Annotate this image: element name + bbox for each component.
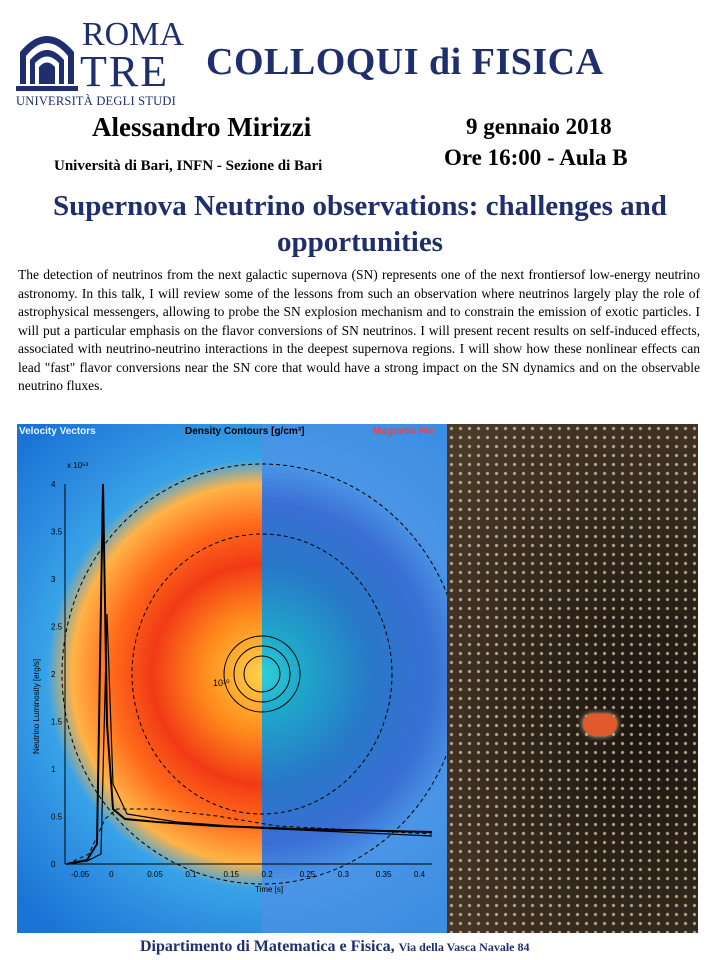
speaker-affiliation: Università di Bari, INFN - Sezione di Bari xyxy=(54,158,323,174)
contour-outer xyxy=(62,464,447,884)
logo-tre-text: TRE xyxy=(80,47,170,96)
x-tick-label: 0 xyxy=(109,870,114,879)
y-tick-label: 1.5 xyxy=(51,717,63,727)
supernova-figure xyxy=(17,424,698,933)
footer-department: Dipartimento di Matematica e Fisica, xyxy=(140,938,395,955)
density-contours-label: Density Contours [g/cm³] xyxy=(185,426,305,437)
footer xyxy=(140,938,530,956)
contour-label: 10¹⁰ xyxy=(213,678,230,688)
roma-tre-logo xyxy=(14,18,186,108)
luminosity-curve-1 xyxy=(67,484,432,864)
y-tick-label: 0.5 xyxy=(51,812,63,822)
y-tick-label: 1 xyxy=(51,765,56,774)
velocity-vectors-label: Velocity Vectors xyxy=(19,426,96,437)
y-tick-label: 2 xyxy=(51,670,56,679)
x-tick-label: 0.4 xyxy=(414,870,426,879)
speaker-name: Alessandro Mirizzi xyxy=(92,112,312,142)
x-tick-label: 0.3 xyxy=(337,870,349,879)
x-tick-label: -0.05 xyxy=(71,870,90,879)
contour-mid xyxy=(132,534,392,814)
event-date: 9 gennaio 2018 xyxy=(466,114,612,139)
logo-roma-text: ROMA xyxy=(82,16,185,53)
photomultiplier-grid xyxy=(447,424,698,933)
contour-core-3 xyxy=(244,656,280,692)
y-axis-label: Neutrino Luminosity [erg/s] xyxy=(32,658,41,754)
x-axis-label: Time [s] xyxy=(255,885,284,894)
talk-title: Supernova Neutrino observations: challenges and opportunities xyxy=(53,190,667,258)
x-tick-label: 0.1 xyxy=(185,870,197,879)
x-tick-label: 0.15 xyxy=(223,870,240,879)
footer-address: Via della Vasca Navale 84 xyxy=(398,940,530,954)
y-exponent-label: x 10⁵³ xyxy=(67,461,89,470)
x-tick-labels xyxy=(71,870,426,879)
series-title: COLLOQUI di FISICA xyxy=(206,41,604,83)
event-time-room: Ore 16:00 - Aula B xyxy=(444,145,628,170)
logo-university-text: UNIVERSITÀ DEGLI STUDI xyxy=(16,94,176,108)
x-tick-label: 0.05 xyxy=(147,870,163,879)
x-tick-label: 0.25 xyxy=(299,870,316,879)
y-tick-label: 0 xyxy=(51,860,56,869)
detector-boat xyxy=(583,714,617,736)
y-tick-labels xyxy=(51,480,63,869)
y-tick-label: 3 xyxy=(51,575,56,584)
y-tick-label: 2.5 xyxy=(51,622,63,632)
magnetic-field-label: Magnetic Fie xyxy=(373,426,434,437)
contour-core-2 xyxy=(234,646,290,702)
university-emblem-icon xyxy=(14,22,80,92)
y-tick-label: 3.5 xyxy=(51,527,63,537)
contour-core-1 xyxy=(224,636,300,712)
talk-abstract: The detection of neutrinos from the next galactic supernova (SN) represents one of the next frontiersof low-energy neutrino astronomy. In this talk, I will review some of the lessons from such an observation where neutrinos largely play the role of astrophysical messengers, allowing to probe the SN explosion mechanism and to constrain the emission of exotic particles. I will put a particular emphasis on the flavor conversions of SN neutrinos. I will present recent results on self-induced effects, associated with neutrino-neutrino interactions in the deepest supernova regions. I will show how these nonlinear effects can lead "fast" flavor conversions near the SN core that would have a strong impact on the SN dynamics and on the observable neutrino fluxes. xyxy=(18,267,700,393)
x-tick-label: 0.35 xyxy=(375,870,392,879)
x-tick-label: 0.2 xyxy=(261,870,273,879)
plot-axes xyxy=(65,484,432,864)
luminosity-plot xyxy=(17,424,447,933)
y-tick-label: 4 xyxy=(51,480,56,489)
